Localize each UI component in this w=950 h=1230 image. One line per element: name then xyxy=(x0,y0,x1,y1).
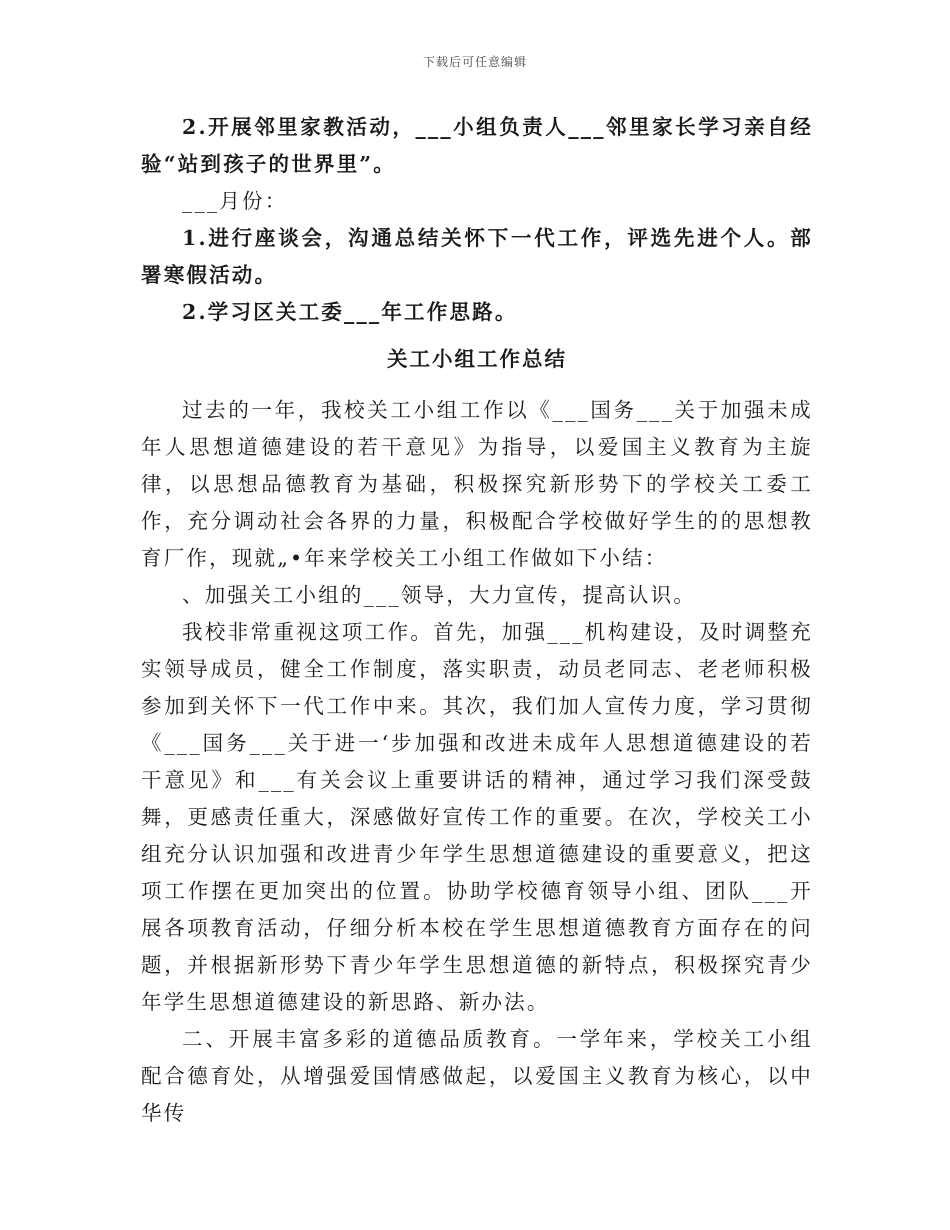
intro-paragraph: 过去的一年，我校关工小组工作以《___国务___关于加强未成年人思想道德建设的若干意见》为指导，以爱国主义教育为主旋律，以思想品德教育为基础，积极探究新形势下的学校关工委工作，充分调动社会各界的力量，积极配合学校做好学生的的思想教育厂作，现就„•年来学校关工小组工作做如下小结： xyxy=(141,398,813,570)
header-note: 下载后可任意编辑 xyxy=(422,55,527,69)
section-heading-2: 二、开展丰富多彩的道德品质教育。一学年来，学校关工小组配合德育处，从增强爱国情感做起，以爱国主义教育为核心，以中华传 xyxy=(141,1027,813,1125)
month-heading: ___月份： xyxy=(182,189,288,213)
plan-item-2b: 2.学习区关工委___年工作思路。 xyxy=(182,300,518,324)
body-paragraph-1: 我校非常重视这项工作。首先，加强___机构建设，及时调整充实领导成员，健全工作制度，落实职责，动员老同志、老老师积极参加到关怀下一代工作中来。其次，我们加人宣传力度，学习贯彻《___国务___关于进一‘步加强和改进未成年人思想道德建设的若干意见》和___有关会议上重要讲话的精神，通过学习我们深受鼓舞，更感责任重大，深感做好宣传工作的重要。在次，学校关工小组充分认识加强和改进青少年学生思想道德建设的重要意义，把这项工作摆在更加突出的位置。协助学校德育领导小组、团队___开展各项教育活动，仔细分析本校在学生思想道德教育方面存在的问题，并根据新形势下青少年学生思想道德的新特点，积极探究青少年学生思想道德建设的新思路、新办法。 xyxy=(141,620,813,1014)
section-title: 关工小组工作总结 xyxy=(387,347,567,371)
plan-item-1: 1.进行座谈会，沟通总结关怀下一代工作，评选先进个人。部署寒假活动。 xyxy=(141,226,813,287)
plan-item-2: 2.开展邻里家教活动，___小组负责人___邻里家长学习亲自经验“站到孩子的世界里”。 xyxy=(141,115,813,176)
section-heading-1: 、加强关工小组的___领导，大力宣传，提高认识。 xyxy=(182,583,697,607)
document-body xyxy=(141,109,813,1132)
